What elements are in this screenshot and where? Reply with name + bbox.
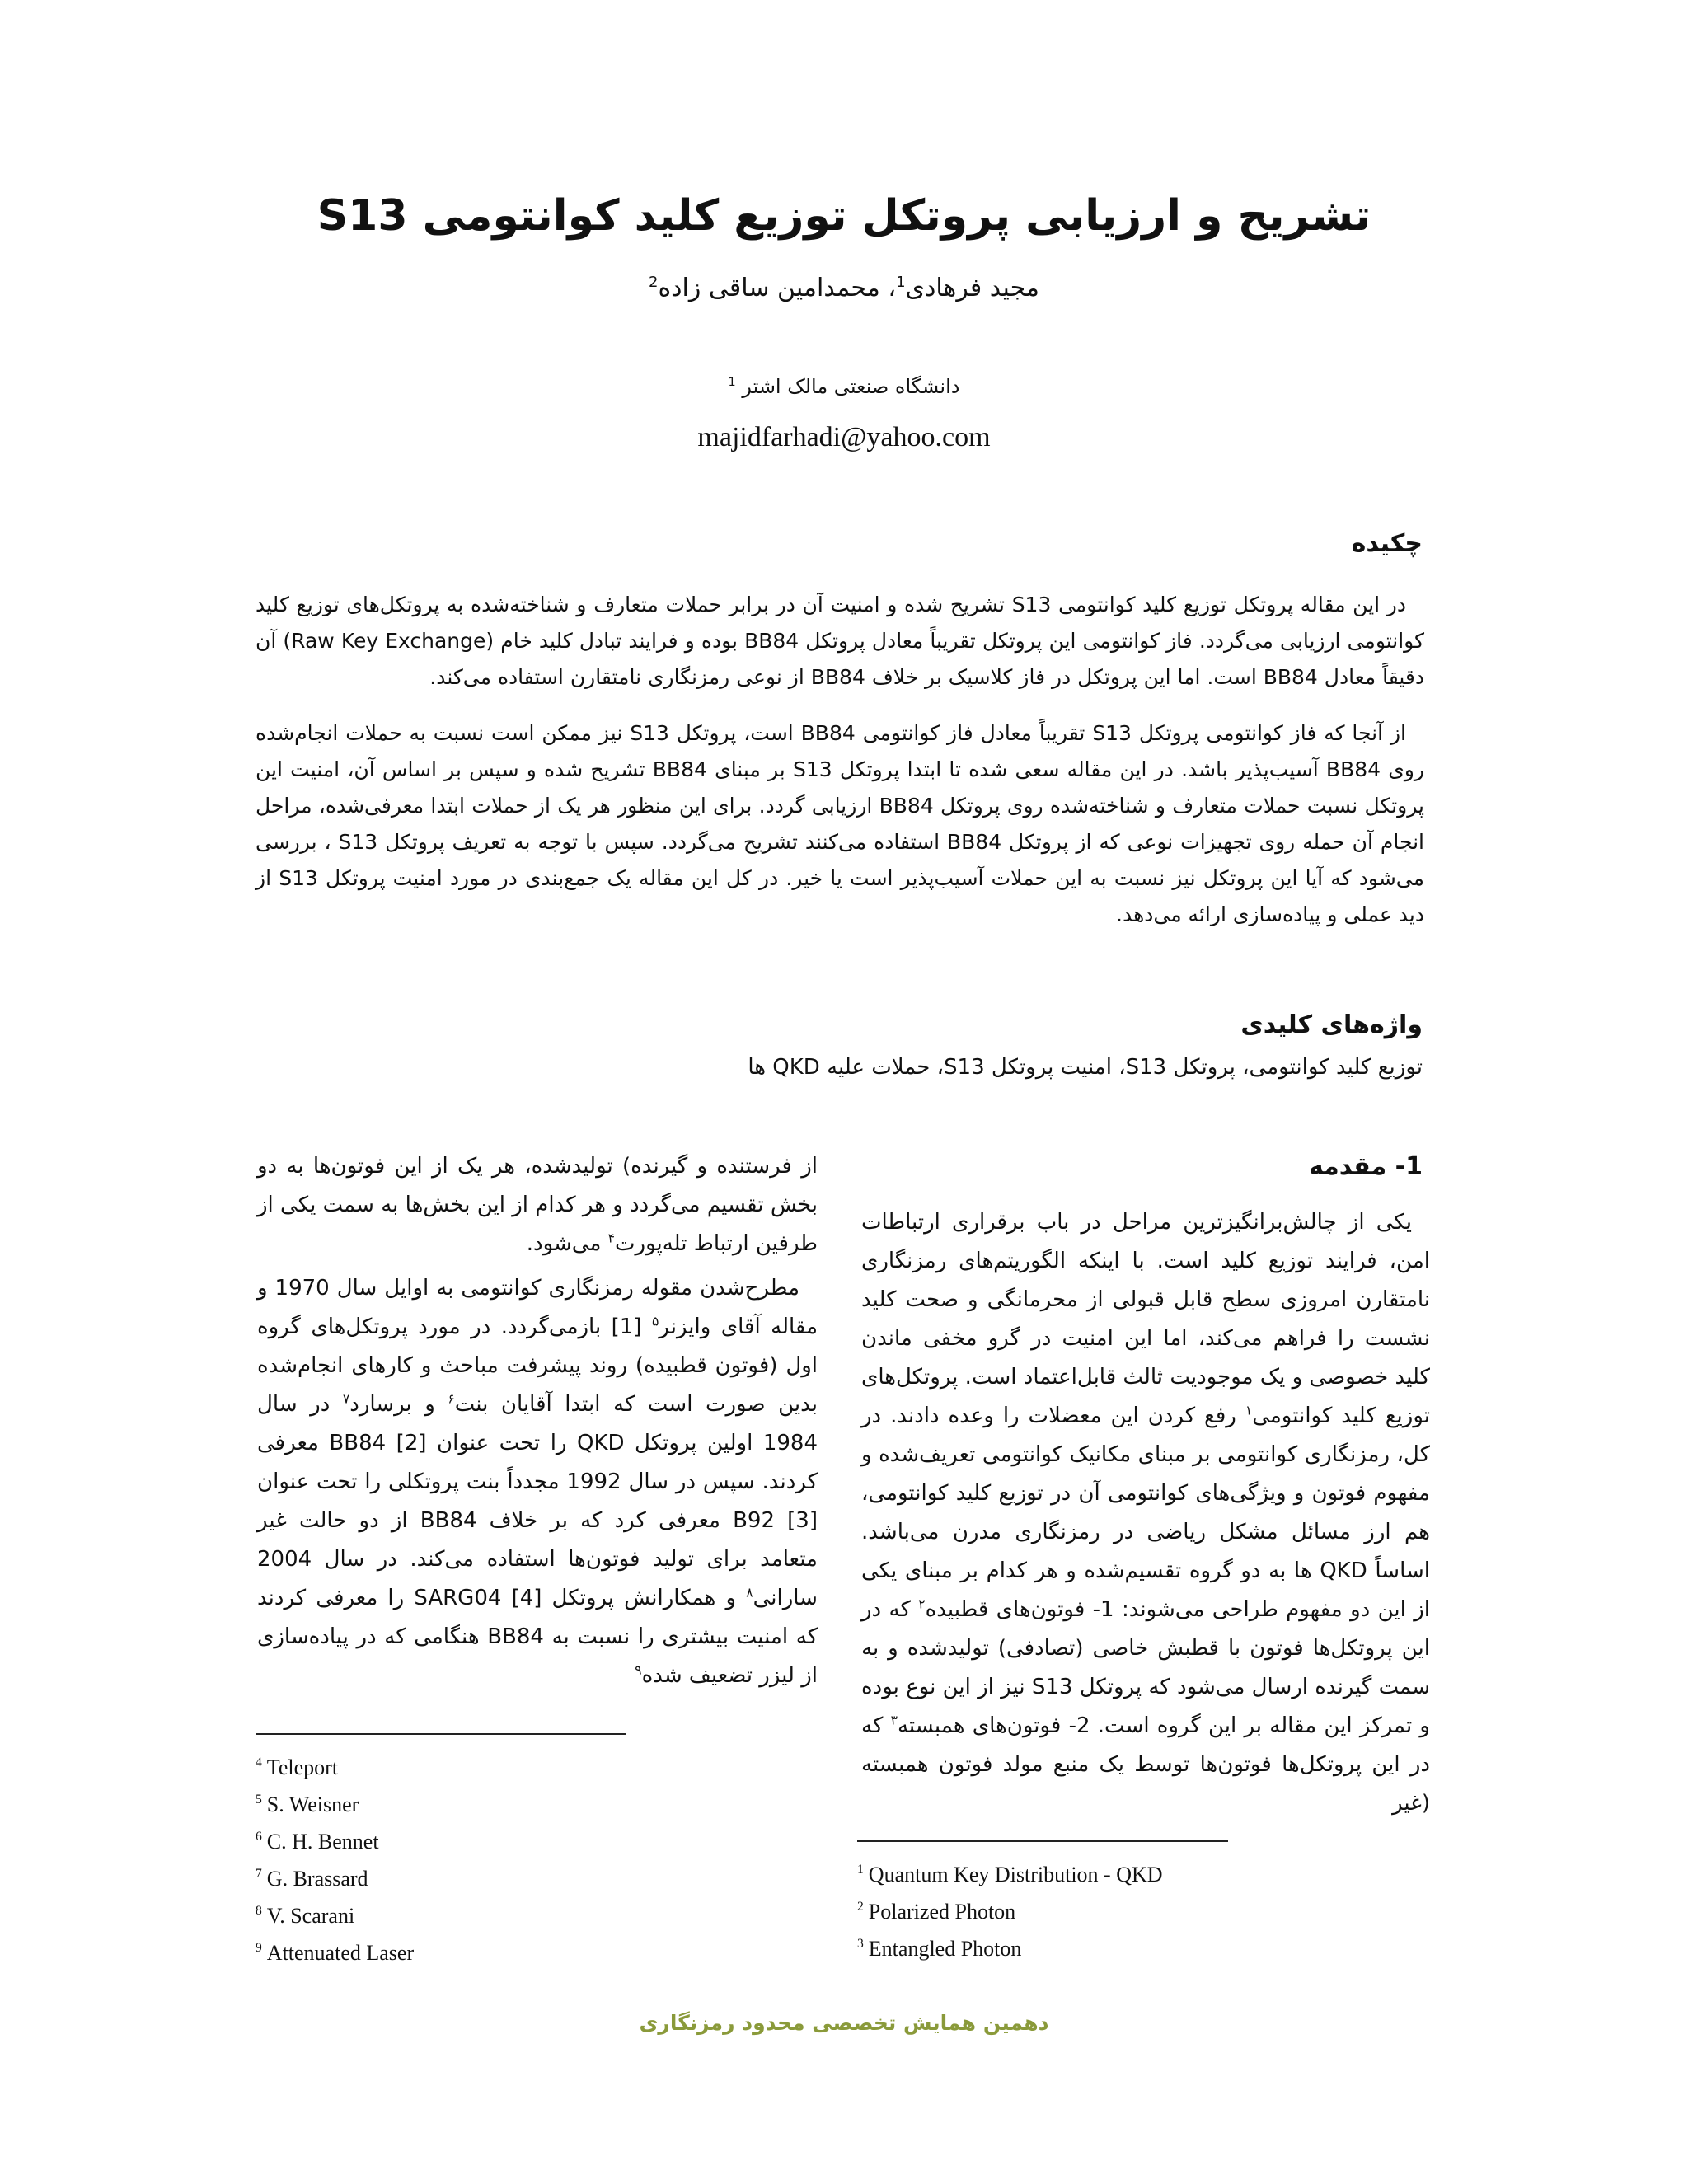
intro-left2-text-4: در سال 1984 اولین پروتکل QKD را تحت عنوان BB84 [2] معرفی کردند. سپس در سال 1992 مجدداً بنت پروتکلی را تحت عنوان B92 [3] معرفی کرد که بر خلاف BB84 از دو حالت غیر متعامد برای تولید فوتون‌ها استفاده می‌کند. در سال 2004 سارانی — [257, 1392, 818, 1610]
footnote-number: 5 — [256, 1793, 262, 1807]
footnote-text: S. Weisner — [266, 1793, 359, 1816]
affiliation-name: دانشگاه صنعتی مالک اشتر — [742, 375, 960, 398]
footnote-number: 1 — [857, 1863, 864, 1877]
footnote — [256, 1749, 414, 1786]
intro-right-text-1: یکی از چالش‌برانگیزترین مراحل در باب برقراری ارتباطات امن، فرایند توزیع کلید است. با اینکه الگوریتم‌های رمزنگاری نامتقارن امروزی سطح قابل قبولی از محرمانگی و صحت کلید نشست را فراهم می‌کند، اما این امنیت در گرو مخفی ماندن کلید خصوصی و یک موجودیت ثالث قابل‌اعتماد است. پروتکل‌های توزیع کلید کوانتومی — [861, 1210, 1431, 1428]
footnote-divider-left — [256, 1733, 626, 1735]
footnote — [256, 1934, 414, 1971]
intro-paragraph-left-2 — [257, 1269, 818, 1695]
footnote — [256, 1860, 414, 1897]
author-1-mark: 1 — [896, 274, 906, 291]
footnote-number: 8 — [256, 1904, 262, 1919]
footnote — [256, 1823, 414, 1860]
author-2-name: محمدامین ساقی زاده — [658, 274, 880, 302]
affiliation — [0, 375, 1688, 398]
intro-paragraph-right — [861, 1203, 1430, 1823]
intro-paragraph-left-1 — [257, 1147, 818, 1263]
footnote-text: Entangled Photon — [868, 1937, 1022, 1961]
intro-right-text-2: رفع کردن این معضلات را وعده دادند. در کل، رمزنگاری کوانتومی بر مبنای مکانیک کوانتومی تعریف‌شده و مفهوم فوتون و ویژگی‌های کوانتومی آن در توزیع کلید کوانتومی، هم ارز مسائل مشکل ریاضی در رمزنگاری مدرن می‌باشد. اساساً QKD ها به دو گروه تقسیم‌شده و هر کدام بر مبنای یکی از این دو مفهوم طراحی می‌شوند: 1- فوتون‌های قطبیده — [861, 1404, 1431, 1622]
footnotes-right — [857, 1856, 1163, 1967]
intro-left2-text-2: [1] بازمی‌گردد. در مورد پروتکل‌های گروه اول (فوتون قطبیده) روند پیشرفت مباحث و کارهای انجام‌شده بدین صورت است که ابتدا آقایان بنت — [257, 1315, 818, 1417]
intro-left2-text-3: و برسارد — [349, 1392, 448, 1417]
footnote — [857, 1893, 1163, 1930]
author-separator: ، — [879, 274, 897, 302]
footnote — [857, 1930, 1163, 1967]
footnote-text: C. H. Bennet — [266, 1830, 379, 1854]
intro-right-text-4: که در این پروتکل‌ها فوتون‌ها توسط یک منبع مولد فوتون همبسته (غیر — [861, 1713, 1430, 1816]
footnote-mark-2: ۲ — [918, 1596, 926, 1612]
footnote-mark-1: ۱ — [1245, 1403, 1253, 1418]
intro-left2-text-1: مطرح‌شدن مقوله رمزنگاری کوانتومی به اوایل سال 1970 و مقاله آقای وایزنر — [257, 1276, 818, 1339]
footnote-number: 6 — [256, 1830, 262, 1844]
footnote-mark-7: ۷ — [342, 1391, 350, 1407]
footnote-mark-5: ۵ — [651, 1314, 659, 1329]
intro-left2-text-5: و همکارانش پروتکل SARG04 [4] را معرفی کردند که امنیت بیشتری را نسبت به BB84 هنگامی که در پیاده‌سازی از لیزر تضعیف شده — [257, 1586, 818, 1688]
paper-title: تشریح و ارزیابی پروتکل توزیع کلید کوانتومی S13 — [316, 191, 1372, 241]
footnotes-left — [256, 1749, 414, 1971]
footnote-text: G. Brassard — [266, 1867, 368, 1891]
conference-footer: دهمین همایش تخصصی محدود رمزنگاری — [639, 2011, 1049, 2035]
intro-right-text-3: که در این پروتکل‌ها فوتون با قطبش خاصی (تصادفی) تولیدشده و به سمت گیرنده ارسال می‌شود که پروتکل S13 نیز از این نوع بوده و تمرکز این مقاله بر این گروه است. 2- فوتون‌های همبسته — [861, 1597, 1430, 1738]
footnote-mark-8: ۸ — [746, 1585, 753, 1601]
footnote-number: 7 — [256, 1867, 262, 1882]
footnote-text: Attenuated Laser — [266, 1941, 415, 1965]
keywords-heading: واژه‌های کلیدی — [1240, 1010, 1423, 1039]
author-line — [0, 274, 1688, 302]
footnote-mark-9: ۹ — [635, 1662, 642, 1678]
author-email: majidfarhadi@yahoo.com — [697, 422, 991, 452]
abstract-heading: چکیده — [1351, 529, 1423, 558]
footnote — [857, 1856, 1163, 1893]
abstract-paragraph-2: از آنجا که فاز کوانتومی پروتکل S13 تقریباً معادل فاز کوانتومی BB84 است، پروتکل S13 نیز ممکن است نسبت به حملات انجام‌شده روی BB84 آسیب‌پذیر باشد. در این مقاله سعی شده تا ابتدا پروتکل S13 بر مبنای BB84 تشریح شده و سپس بر اساس آن، امنیت این پروتکل نسبت حملات متعارف و شناخته‌شده روی پروتکل BB84 ارزیابی گردد. برای این منظور هر یک از حملات ابتدا معرفی‌شده، مراحل انجام آن حمله روی تجهیزات نوعی که از پروتکل BB84 استفاده می‌کنند تشریح می‌گردد. سپس با توجه به تعریف پروتکل S13 ، بررسی می‌شود که آیا این پروتکل نیز نسبت به این حملات آسیب‌پذیر است یا خیر. در کل این مقاله یک جمع‌بندی در مورد امنیت پروتکل S13 از دید عملی و پیاده‌سازی ارائه می‌دهد. — [256, 721, 1424, 926]
affiliation-mark: 1 — [728, 376, 736, 389]
author-1-name: مجید فرهادی — [905, 274, 1039, 302]
footnote-mark-4: ۴ — [607, 1230, 616, 1246]
abstract-paragraph-1: در این مقاله پروتکل توزیع کلید کوانتومی S13 تشریح شده و امنیت آن در برابر حملات متعارف و شناخته‌شده به پروتکل‌های توزیع کلید کوانتومی ارزیابی می‌گردد. فاز کوانتومی این پروتکل تقریباً معادل پروتکل BB84 بوده و فرایند تبادل کلید خام (Raw Key Exchange) آن دقیقاً معادل BB84 است. اما این پروتکل در فاز کلاسیک بر خلاف BB84 از نوعی رمزنگاری نامتقارن استفاده می‌کند. — [256, 593, 1424, 689]
intro-left1-text-2: می‌شود. — [526, 1231, 608, 1256]
footnote-number: 9 — [256, 1941, 262, 1956]
footnote-text: V. Scarani — [266, 1904, 355, 1928]
footnote-text: Polarized Photon — [868, 1900, 1016, 1924]
footnote — [256, 1786, 414, 1823]
footnote-text: Teleport — [266, 1755, 339, 1779]
footnote-mark-3: ۳ — [890, 1713, 898, 1728]
footnote-number: 2 — [857, 1900, 864, 1915]
author-2-mark: 2 — [648, 274, 659, 291]
introduction-heading: 1- مقدمه — [1308, 1152, 1423, 1181]
footnote-divider-right — [857, 1840, 1228, 1842]
intro-left1-text-1: از فرستنده و گیرنده) تولیدشده، هر یک از این فوتون‌ها به دو بخش تقسیم می‌گردد و هر کدام از این بخش‌ها به سمت یکی از طرفین ارتباط تله‌پورت — [257, 1154, 818, 1256]
footnote-number: 3 — [857, 1937, 864, 1952]
footnote-number: 4 — [256, 1755, 262, 1770]
footnote-mark-6: ۶ — [448, 1391, 455, 1407]
keywords-text: توزیع کلید کوانتومی، پروتکل S13، امنیت پروتکل S13، حملات علیه QKD ها — [748, 1055, 1423, 1080]
footnote-text: Quantum Key Distribution - QKD — [868, 1863, 1163, 1886]
footnote — [256, 1897, 414, 1934]
